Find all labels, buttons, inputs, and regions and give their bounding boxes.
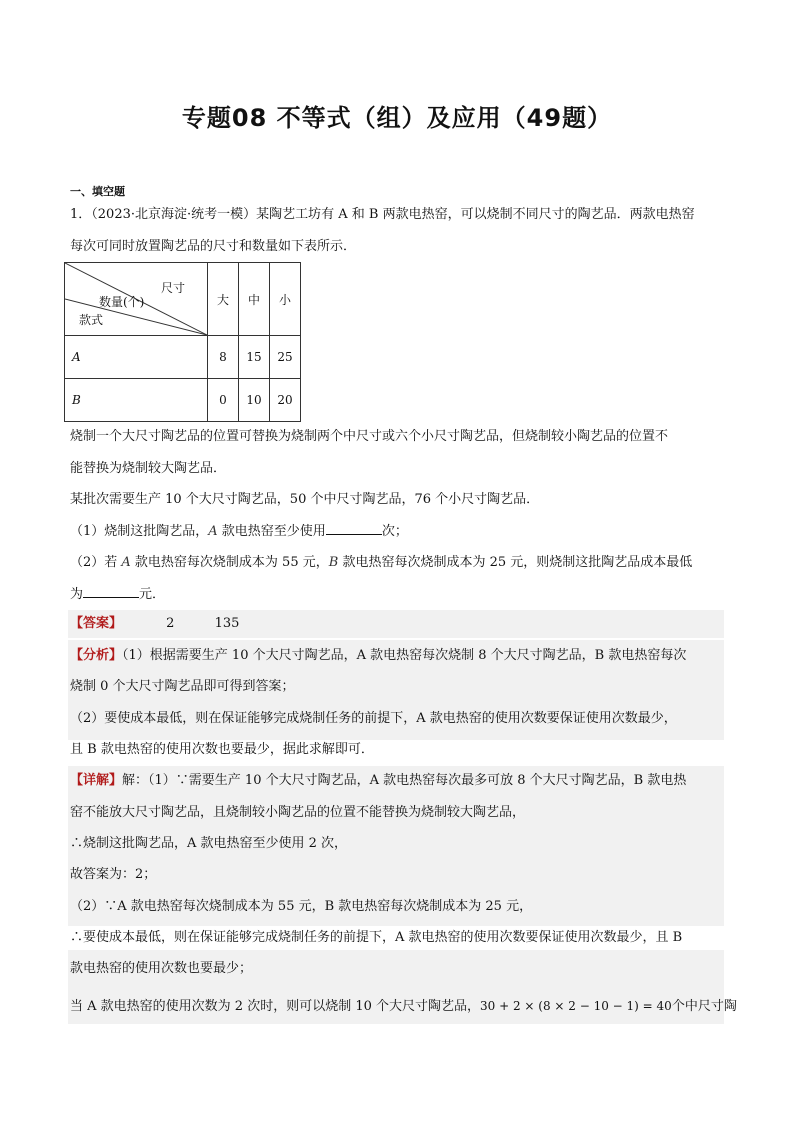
sub-question-2-cont: 为 元． [70, 587, 166, 602]
column-header-small: 小 [270, 263, 301, 336]
detail-line1: 【详解】解：（1）∵需要生产 10 个大尺寸陶艺品，A 款电热窑每次最多可放 8 个大尺寸陶艺品，B 款电热 [70, 773, 687, 788]
analysis-line2: 烧制 0 个大尺寸陶艺品即可得到答案； [70, 679, 295, 694]
analysis-line1: 【分析】（1）根据需要生产 10 个大尺寸陶艺品，A 款电热窑每次烧制 8 个大尺寸陶艺品，B 款电热窑每次 [70, 648, 687, 663]
header-model-label: 款式 [79, 313, 104, 327]
column-header-medium: 中 [239, 263, 270, 336]
question-intro-line2: 每次可同时放置陶艺品的尺寸和数量如下表所示． [70, 239, 357, 254]
sub-question-1: （1）烧制这批陶艺品，A 款电热窑至少使用 次； [70, 524, 408, 539]
analysis-line3: （2）要使成本最低，则在保证能够完成烧制任务的前提下，A 款电热窑的使用次数要保证使用次数最少， [70, 711, 677, 726]
answer-value-1: 2 [166, 616, 175, 631]
table-diagonal-header [65, 263, 208, 336]
answer-line [70, 615, 730, 633]
table-row [65, 379, 301, 422]
kiln-capacity-table [64, 262, 301, 422]
table-cell: 20 [270, 379, 301, 422]
analysis-line4: 且 B 款电热窑的使用次数也要最少，据此求解即可． [70, 742, 374, 757]
header-size-label: 尺寸 [161, 281, 186, 295]
table-cell: 8 [208, 336, 239, 379]
table-row [65, 336, 301, 379]
detail-line4: 故答案为：2； [70, 867, 157, 882]
detail-label: 【详解】 [70, 773, 123, 788]
question-intro-line1: 1．（2023·北京海淀·统考一模）某陶艺工坊有 A 和 B 两款电热窑，可以烧制不同尺寸的陶艺品．两款电热窑 [70, 207, 695, 222]
answer-blank-1[interactable] [326, 522, 382, 535]
table-cell: 10 [239, 379, 270, 422]
detail-line5: （2）∵A 款电热窑每次烧制成本为 55 元，B 款电热窑每次烧制成本为 25 元， [70, 899, 533, 914]
batch-line: 某批次需要生产 10 个大尺寸陶艺品，50 个中尺寸陶艺品，76 个小尺寸陶艺品． [70, 492, 540, 507]
model-a-ref: A [208, 524, 218, 539]
answer-blank-2[interactable] [83, 585, 139, 598]
rule-line2: 能替换为烧制较大陶艺品． [70, 461, 227, 476]
analysis-label: 【分析】 [70, 648, 123, 663]
page-title: 专题08 不等式（组）及应用（49题） [181, 104, 613, 132]
detail-line8: 当 A 款电热窑的使用次数为 2 次时，则可以烧制 10 个大尺寸陶艺品，30 + 2 × (8 × 2 − 10 − 1) = 40个中尺寸陶 [70, 999, 737, 1014]
table-cell: 25 [270, 336, 301, 379]
answer-label: 【答案】 [70, 616, 123, 631]
row-label-b: B [65, 379, 208, 422]
table-header-row [65, 263, 301, 336]
section-heading: 一、填空题 [70, 185, 125, 198]
rule-line1: 烧制一个大尺寸陶艺品的位置可替换为烧制两个中尺寸或六个小尺寸陶艺品，但烧制较小陶艺品的位置不 [70, 429, 669, 444]
answer-value-2: 135 [214, 616, 240, 631]
detail-line2: 窑不能放大尺寸陶艺品，且烧制较小陶艺品的位置不能替换为烧制较大陶艺品， [70, 805, 526, 820]
detail-line7: 款电热窑的使用次数也要最少； [70, 961, 253, 976]
column-header-large: 大 [208, 263, 239, 336]
detail-line6: ∴要使成本最低，则在保证能够完成烧制任务的前提下，A 款电热窑的使用次数要保证使用次数最少，且 B [70, 930, 683, 945]
table-cell: 15 [239, 336, 270, 379]
detail-line3: ∴烧制这批陶艺品，A 款电热窑至少使用 2 次， [70, 836, 348, 851]
row-label-a: A [65, 336, 208, 379]
header-qty-label: 数量(个) [99, 295, 145, 309]
model-a-ref: A [121, 555, 131, 570]
table-cell: 0 [208, 379, 239, 422]
model-b-ref: B [328, 555, 339, 570]
detail-formula: 30 + 2 × (8 × 2 − 10 − 1) = 40 [480, 999, 672, 1013]
sub-question-2: （2）若 A 款电热窑每次烧制成本为 55 元，B 款电热窑每次烧制成本为 25 元，则烧制这批陶艺品成本最低 [70, 555, 693, 570]
